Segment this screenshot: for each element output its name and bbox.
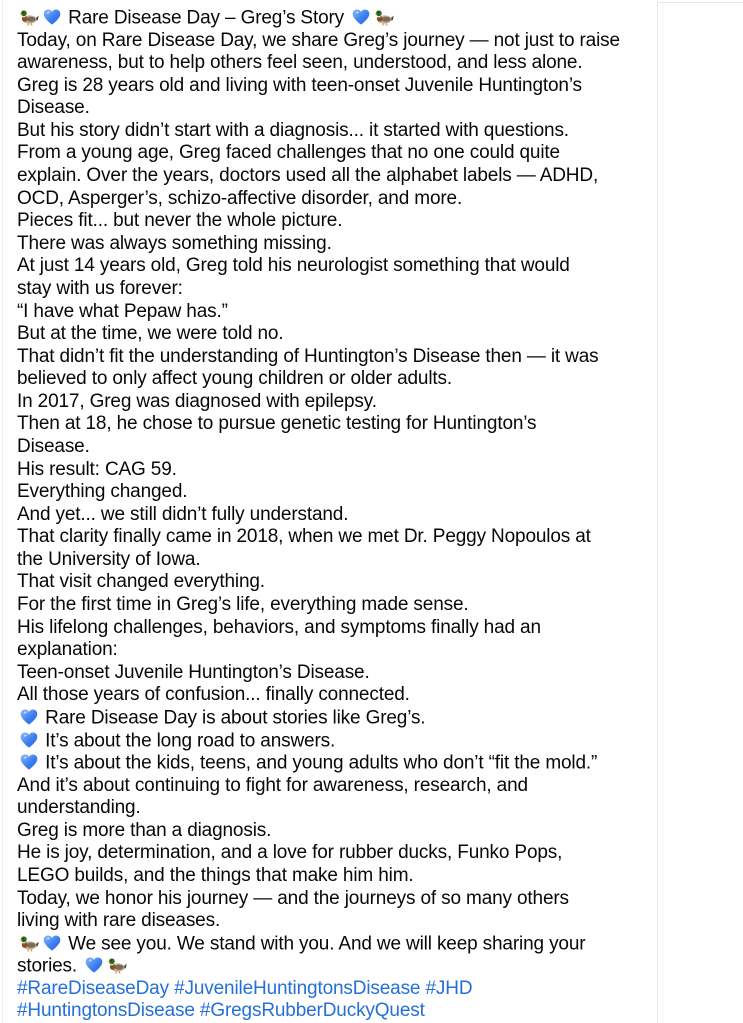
post-line: OCD, Asperger’s, schizo-affective disorder, and more. <box>17 187 463 209</box>
post-line: Rare Disease Day – Greg’s Story <box>17 7 655 30</box>
post-line: living with rare diseases. <box>17 910 221 932</box>
post-line: There was always something missing. <box>17 232 332 254</box>
post-line: All those years of confusion... finally connected. <box>17 684 410 706</box>
post-line: Pieces fit... but never the whole picture. <box>17 210 343 232</box>
post-line: It’s about the long road to answers. <box>17 730 655 753</box>
post-line: And it’s about continuing to fight for awareness, research, and <box>17 774 528 796</box>
duck-emoji <box>107 955 127 975</box>
post-line: awareness, but to help others feel seen, understood, and less alone. <box>17 52 583 74</box>
post-line: Everything changed. <box>17 481 188 503</box>
hashtag-link[interactable]: #RareDiseaseDay <box>17 977 169 999</box>
hashtag-line <box>17 978 655 1001</box>
blue-heart-emoji <box>351 7 371 27</box>
post-line: That didn’t fit the understanding of Huntington’s Disease then — it was <box>17 345 599 367</box>
post-line: believed to only affect young children or older adults. <box>17 368 453 390</box>
scrollbar-track-edge <box>663 0 664 1023</box>
post-line: That visit changed everything. <box>17 571 265 593</box>
hashtag-line <box>17 1000 655 1023</box>
hashtag-link[interactable]: #HuntingtonsDisease <box>17 1000 195 1022</box>
blue-heart-emoji <box>42 933 62 953</box>
post-line: understanding. <box>17 797 141 819</box>
post-line: Greg is more than a diagnosis. <box>17 819 272 841</box>
post-line: That clarity finally came in 2018, when we met Dr. Peggy Nopoulos at <box>17 526 591 548</box>
post-line: We see you. We stand with you. And we will keep sharing your <box>17 933 655 956</box>
post-line: Then at 18, he chose to pursue genetic testing for Huntington’s <box>17 413 537 435</box>
left-edge-divider <box>2 0 3 1023</box>
post-text <box>3 0 655 1023</box>
post-line: LEGO builds, and the things that make him him. <box>17 864 414 886</box>
blue-heart-emoji <box>19 752 39 772</box>
post-line: explanation: <box>17 639 118 661</box>
blue-heart-emoji <box>42 7 62 27</box>
post-line: In 2017, Greg was diagnosed with epilepsy. <box>17 390 377 412</box>
duck-emoji <box>374 7 394 27</box>
hashtag-link[interactable]: #GregsRubberDuckyQuest <box>199 1000 425 1022</box>
post-line: His result: CAG 59. <box>17 458 177 480</box>
post-line: At just 14 years old, Greg told his neurologist something that would <box>17 255 570 277</box>
post-line: And yet... we still didn’t fully understand. <box>17 503 349 525</box>
post-line: “I have what Pepaw has.” <box>17 300 228 322</box>
post-line: stay with us forever: <box>17 277 183 299</box>
post-line: It’s about the kids, teens, and young adults who don’t “fit the mold.” <box>17 752 655 775</box>
post-line: His lifelong challenges, behaviors, and symptoms finally had an <box>17 616 541 638</box>
post-line: Today, we honor his journey — and the journeys of so many others <box>17 887 569 909</box>
post-line: But at the time, we were told no. <box>17 323 284 345</box>
duck-emoji <box>19 7 39 27</box>
post-line: Rare Disease Day is about stories like Greg’s. <box>17 707 655 730</box>
column-divider <box>657 0 658 1023</box>
blue-heart-emoji <box>19 707 39 727</box>
post-line: Greg is 28 years old and living with teen-onset Juvenile Huntington’s <box>17 74 582 96</box>
duck-emoji <box>19 933 39 953</box>
post-line: Today, on Rare Disease Day, we share Greg’s journey — not just to raise <box>17 29 620 51</box>
post-line: stories. <box>17 955 655 978</box>
blue-heart-emoji <box>19 730 39 750</box>
post-line: Teen-onset Juvenile Huntington’s Disease. <box>17 661 370 683</box>
right-panel-top-edge <box>658 2 743 3</box>
post-line: From a young age, Greg faced challenges that no one could quite <box>17 142 560 164</box>
blue-heart-emoji <box>84 955 104 975</box>
post-line: the University of Iowa. <box>17 548 201 570</box>
hashtag-link[interactable]: #JHD <box>425 977 473 999</box>
post-line: He is joy, determination, and a love for rubber ducks, Funko Pops, <box>17 842 563 864</box>
hashtag-link[interactable]: #JuvenileHuntingtonsDisease <box>174 977 421 999</box>
post-line: But his story didn’t start with a diagnosis... it started with questions. <box>17 119 569 141</box>
post-line: Disease. <box>17 435 90 457</box>
post-line: Disease. <box>17 97 90 119</box>
post-line: explain. Over the years, doctors used all the alphabet labels — ADHD, <box>17 165 599 187</box>
post-line: For the first time in Greg’s life, everything made sense. <box>17 594 469 616</box>
